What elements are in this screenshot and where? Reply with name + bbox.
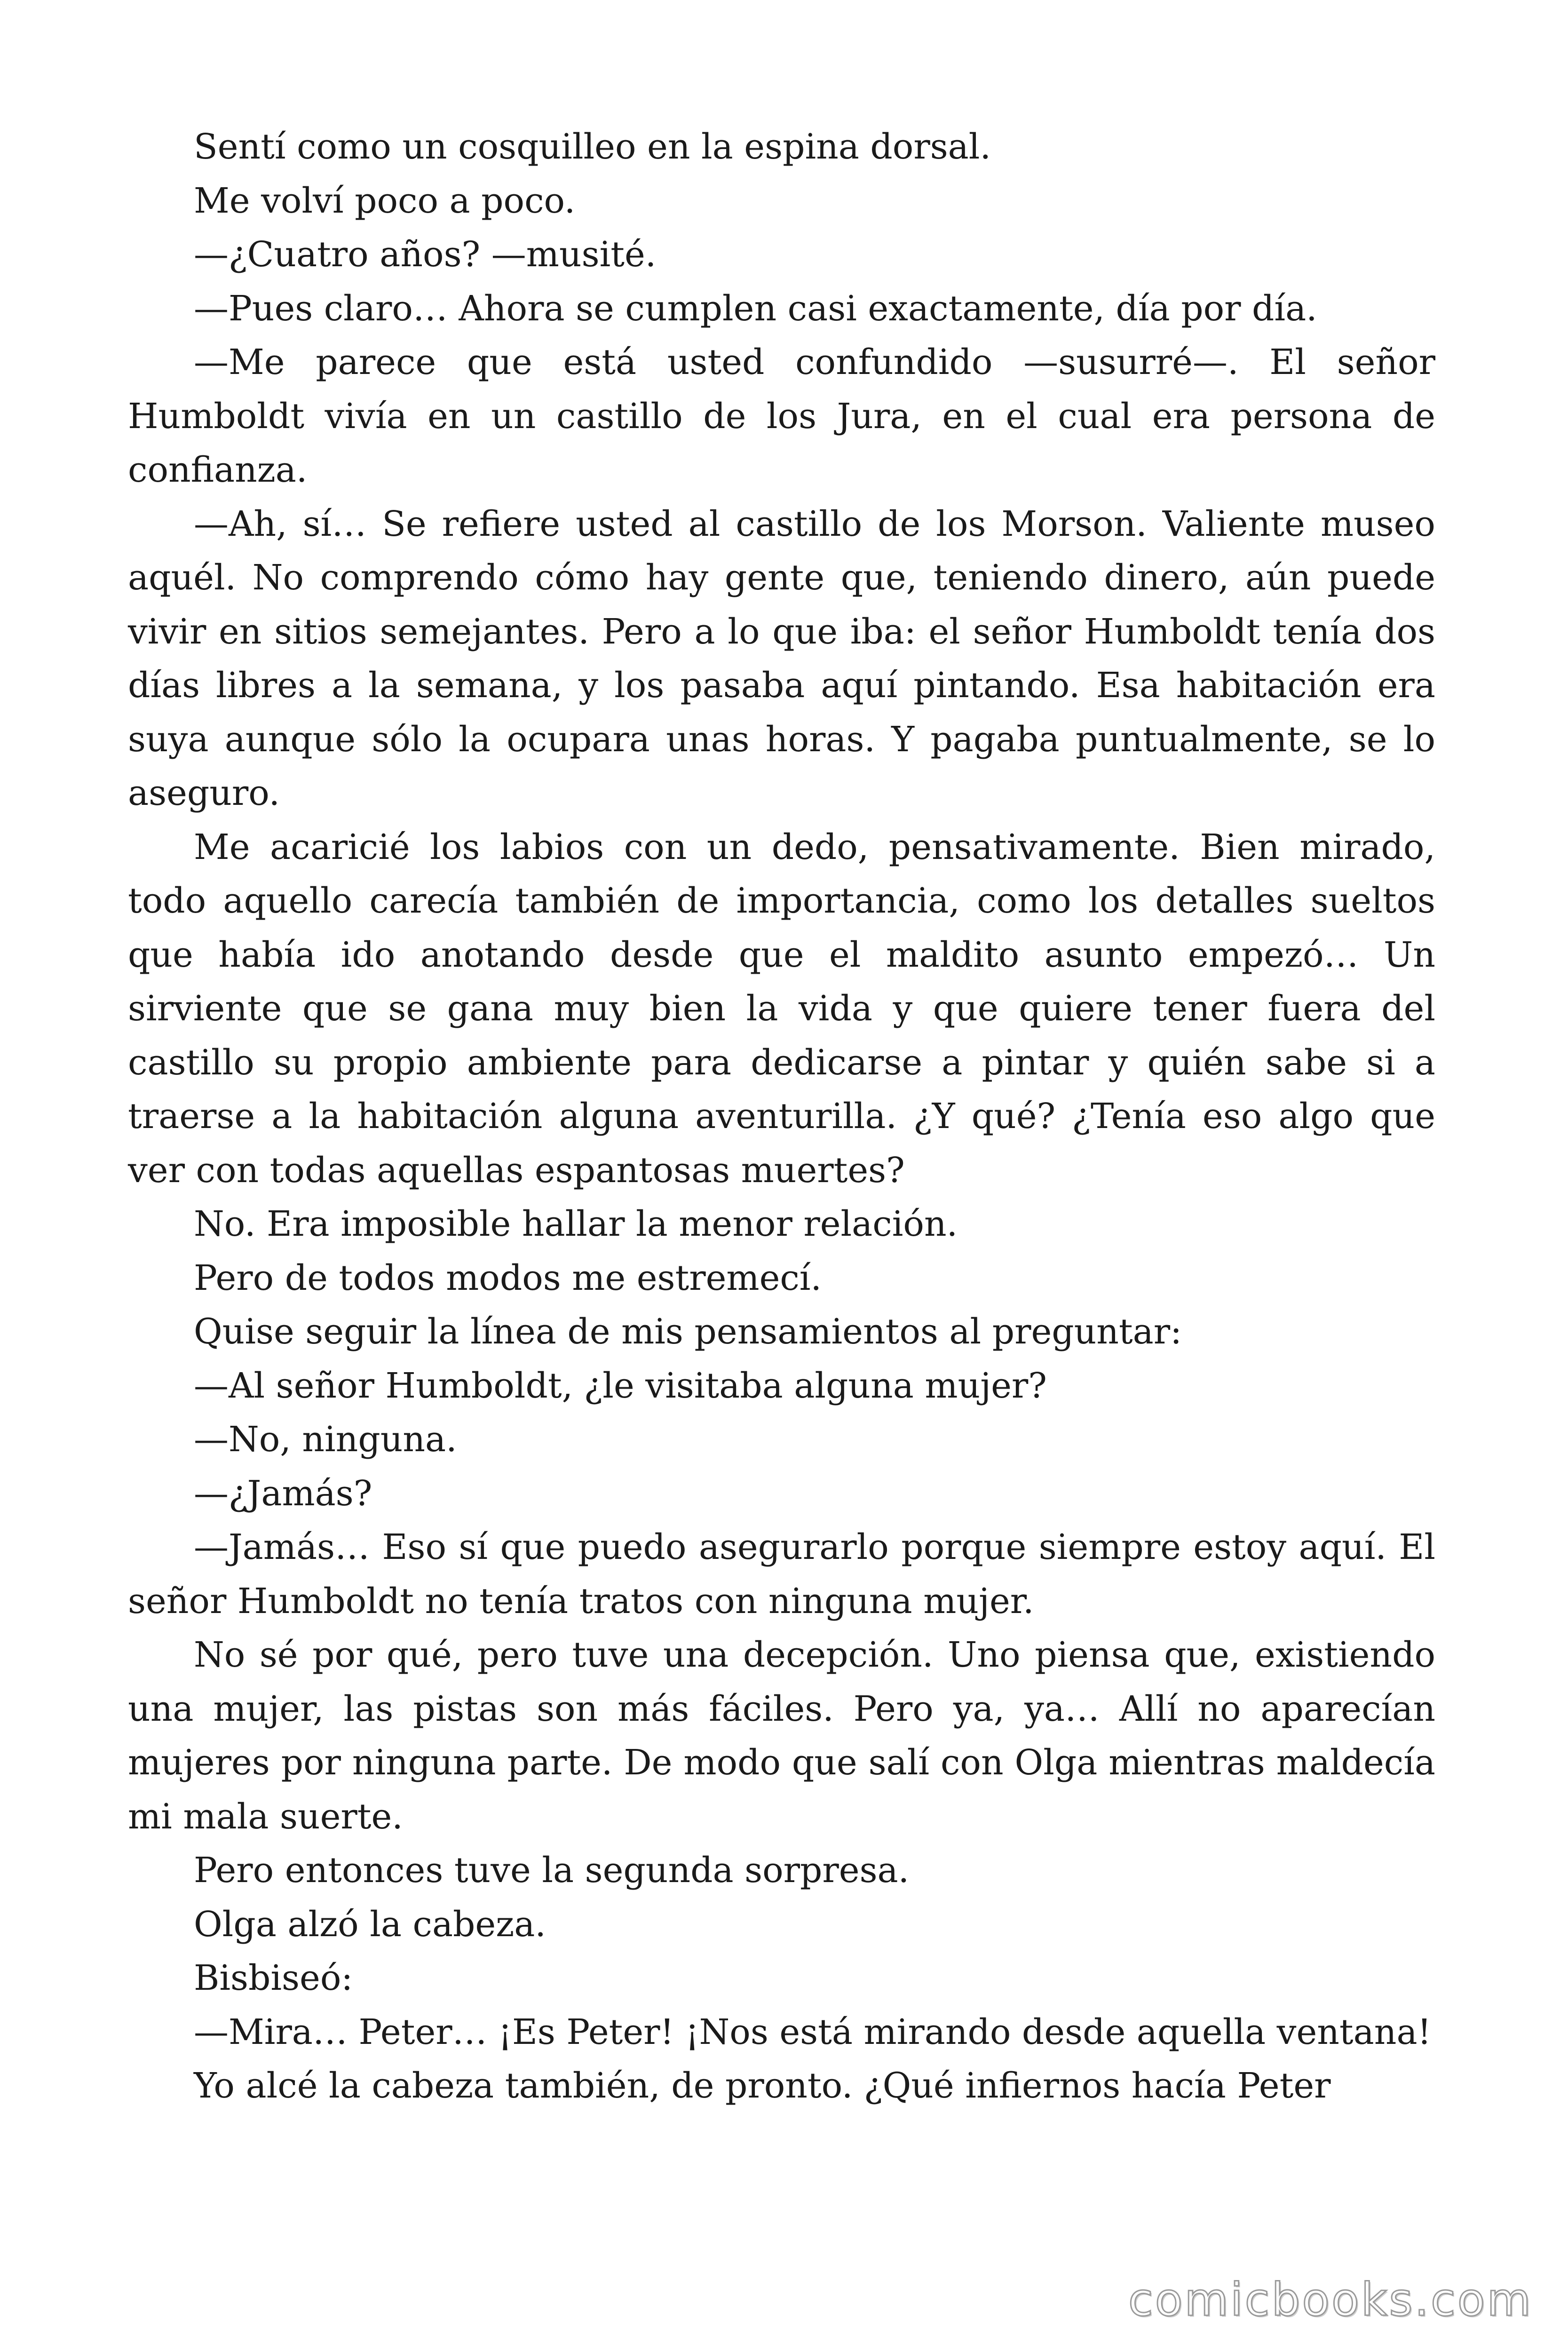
paragraph-15: No sé por qué, pero tuve una decepción. Uno piensa que, existiendo una mujer, las pistas son más fáciles. Pero ya, ya… Allí no aparecían mujeres por ninguna parte. De modo que salí con Olga mientras maldecía mi mala suerte. bbox=[128, 1635, 1435, 1837]
paragraph-17: Olga alzó la cabeza. bbox=[194, 1904, 546, 1945]
paragraph-3: —¿Cuatro años? —musité. bbox=[194, 234, 657, 275]
paragraph-18: Bisbiseó: bbox=[194, 1958, 353, 1998]
paragraph-6: —Ah, sí… Se refiere usted al castillo de los Morson. Valiente museo aquél. No comprendo cómo hay gente que, teniendo dinero, aún puede vivir en sitios semejantes. Pero a lo que iba: el señor Humboldt tenía dos días libres a la semana, y los pasaba aquí pintando. Esa habitación era suya aunque sólo la ocupara unas horas. Y pagaba puntualmente, se lo aseguro. bbox=[128, 503, 1435, 813]
paragraph-19: —Mira… Peter… ¡Es Peter! ¡Nos está mirando desde aquella ventana! bbox=[194, 2011, 1432, 2052]
paragraph-8: No. Era imposible hallar la menor relación. bbox=[194, 1204, 958, 1244]
paragraph-7: Me acaricié los labios con un dedo, pensativamente. Bien mirado, todo aquello carecía también de importancia, como los detalles sueltos que había ido anotando desde que el maldito asunto empezó… Un sirviente que se gana muy bien la vida y que quiere tener fuera del castillo su propio ambiente para dedicarse a pintar y quién sabe si a traerse a la habitación alguna aventurilla. ¿Y qué? ¿Tenía eso algo que ver con todas aquellas espantosas muertes? bbox=[128, 826, 1435, 1191]
page-text bbox=[128, 120, 1435, 2113]
paragraph-16: Pero entonces tuve la segunda sorpresa. bbox=[194, 1850, 910, 1891]
paragraph-10: Quise seguir la línea de mis pensamientos al preguntar: bbox=[194, 1311, 1182, 1352]
paragraph-14: —Jamás… Eso sí que puedo asegurarlo porque siempre estoy aquí. El señor Humboldt no tenía tratos con ninguna mujer. bbox=[128, 1527, 1435, 1621]
paragraph-20: Yo alcé la cabeza también, de pronto. ¿Qué infiernos hacía Peter bbox=[194, 2066, 1331, 2106]
paragraph-12: —No, ninguna. bbox=[194, 1419, 457, 1460]
paragraph-2: Me volví poco a poco. bbox=[194, 180, 576, 221]
paragraph-4: —Pues claro… Ahora se cumplen casi exactamente, día por día. bbox=[194, 288, 1317, 329]
watermark-text: comicbooks.com bbox=[1128, 2273, 1533, 2326]
paragraph-9: Pero de todos modos me estremecí. bbox=[194, 1257, 822, 1298]
paragraph-11: —Al señor Humboldt, ¿le visitaba alguna mujer? bbox=[194, 1365, 1047, 1406]
paragraph-5: —Me parece que está usted confundido —susurré—. El señor Humboldt vivía en un castillo de los Jura, en el cual era persona de confianza. bbox=[128, 342, 1435, 490]
paragraph-1: Sentí como un cosquilleo en la espina dorsal. bbox=[194, 127, 991, 167]
paragraph-13: —¿Jamás? bbox=[194, 1473, 372, 1514]
